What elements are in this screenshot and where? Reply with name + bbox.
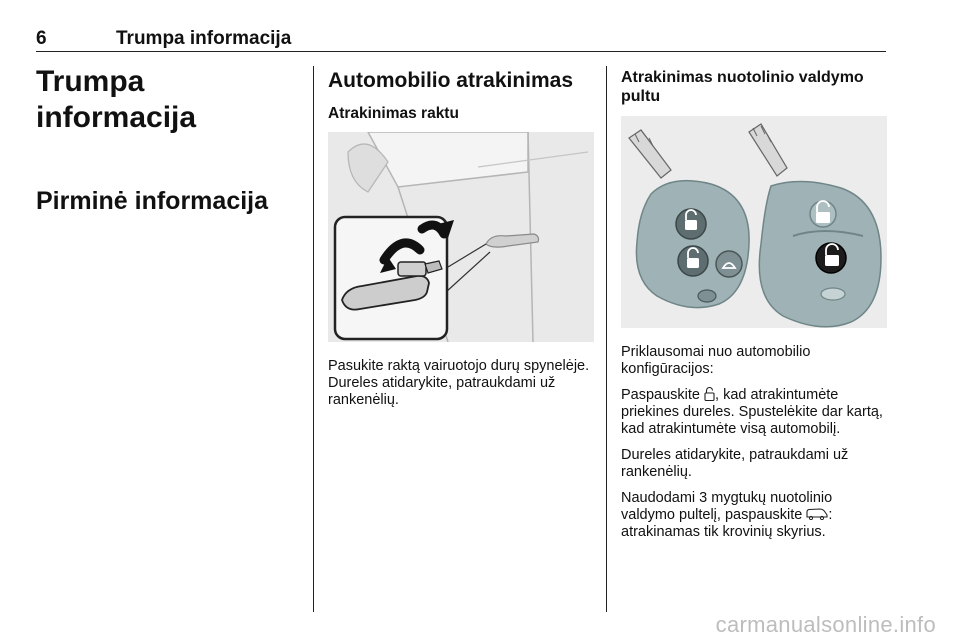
- open-doors-text: Dureles atidarykite, patraukdami už rankenėlių.: [621, 447, 849, 480]
- unlock-heading: Automobilio atrakinimas: [328, 69, 574, 92]
- cargo-unlock-text: [621, 490, 889, 541]
- page-header: [36, 28, 886, 50]
- page-number: 6: [36, 28, 47, 49]
- cargo-unlock-text-end: : atrakinamas tik krovinių skyrius.: [621, 507, 833, 540]
- column-divider-1: [313, 66, 314, 612]
- remote-key-illustration: [621, 116, 887, 328]
- van-rear-icon: [806, 508, 828, 520]
- column-divider-2: [606, 66, 607, 612]
- unlock-front-text-end: , kad atrakintumėte priekines dureles. Spustelėkite dar kartą, kad atrakintumėte visą automobilį.: [621, 387, 883, 437]
- remote-unlock-heading: Atrakinimas nuotolinio valdymo pultu: [621, 69, 864, 105]
- column-3: [621, 68, 889, 550]
- key-unlock-illustration: [328, 132, 594, 342]
- watermark: carmanualsonline.info: [715, 612, 936, 637]
- section-title: Pirminė informacija: [36, 187, 269, 215]
- running-title: Trumpa informacija: [116, 28, 292, 49]
- chapter-title: Trumpa informacija: [36, 65, 197, 134]
- key-unlock-text: Pasukite raktą vairuotojo durų spynelėje. Dureles atidarykite, patraukdami už rankenėlių.: [328, 358, 590, 408]
- header-rule: [36, 51, 886, 52]
- column-1: [36, 64, 306, 216]
- unlock-front-text-start: Paspauskite: [621, 387, 705, 403]
- cargo-unlock-text-start: Naudodami 3 mygtukų nuotolinio valdymo pultelį, paspauskite: [621, 490, 833, 523]
- key-unlock-subheading: Atrakinimas raktu: [328, 105, 459, 122]
- unlock-icon: [704, 387, 715, 401]
- unlock-front-text: [621, 387, 889, 438]
- column-2: [328, 68, 594, 418]
- config-text: Priklausomai nuo automobilio konfigūracijos:: [621, 344, 811, 377]
